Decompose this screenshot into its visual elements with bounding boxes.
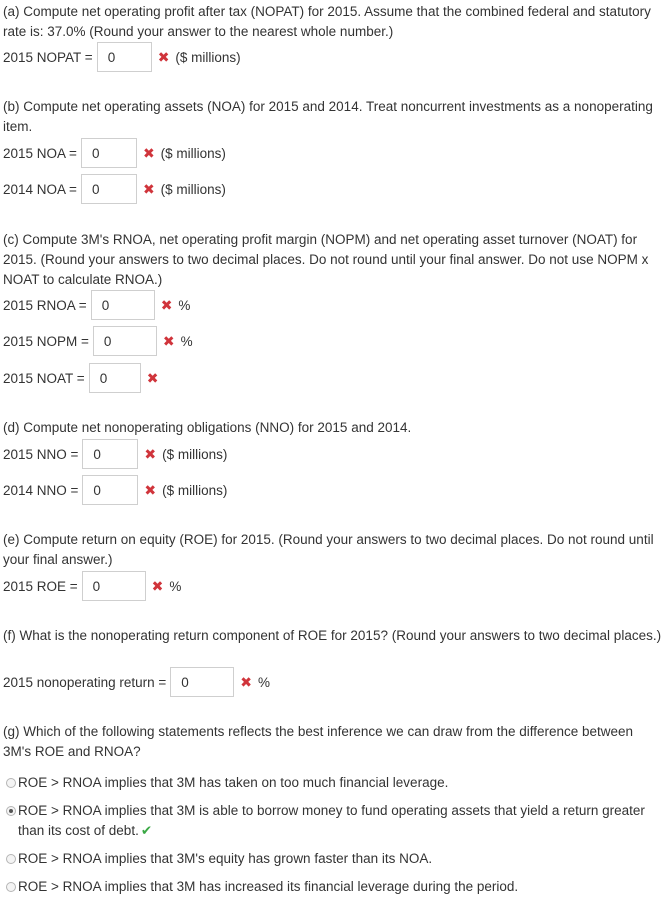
part-b-unit: ($ millions) [160, 145, 226, 161]
part-d-question: (d) Compute net nonoperating obligations (NNO) for 2015 and 2014. [3, 420, 412, 435]
nno-2015-input[interactable] [82, 439, 138, 469]
wrong-icon: ✖ [146, 369, 159, 386]
noa-2015-input[interactable] [81, 138, 137, 168]
part-b-row [3, 137, 226, 169]
rnoa-2015-input[interactable] [91, 290, 155, 320]
part-b-row [3, 173, 226, 205]
wrong-icon: ✖ [162, 332, 175, 349]
part-a-unit: ($ millions) [175, 49, 241, 65]
option-label: ROE > RNOA implies that 3M is able to borrow money to fund operating assets that yield a return greater than its cost of debt. ✔ [18, 803, 645, 838]
option-label: ROE > RNOA implies that 3M has increased its financial leverage during the period. [18, 879, 519, 894]
radio-button-selected[interactable] [6, 806, 16, 816]
noat-2015-input[interactable] [89, 363, 141, 393]
part-b-unit: ($ millions) [160, 181, 226, 197]
wrong-icon: ✖ [160, 296, 173, 313]
check-icon: ✔ [140, 823, 153, 838]
part-b-label: 2014 NOA = [3, 181, 77, 197]
roe-option-2[interactable] [6, 801, 656, 841]
part-c-row [3, 362, 164, 394]
nno-2014-input[interactable] [82, 475, 138, 505]
part-a-label: 2015 NOPAT = [3, 49, 93, 65]
part-e-question: (e) Compute return on equity (ROE) for 2015. (Round your answers to two decimal places. Do not round until your final answer.) [3, 532, 654, 567]
part-d-row [3, 474, 227, 506]
nopm-2015-input[interactable] [93, 326, 157, 356]
wrong-icon: ✖ [240, 673, 252, 690]
part-c-label: 2015 RNOA = [3, 297, 87, 313]
option-label: ROE > RNOA implies that 3M's equity has grown faster than its NOA. [18, 851, 433, 866]
part-f-row [3, 666, 270, 698]
radio-button[interactable] [6, 778, 16, 788]
part-a-question: (a) Compute net operating profit after tax (NOPAT) for 2015. Assume that the combined federal and statutory rate is: 37.0% (Round your answer to the nearest whole number.) [3, 4, 651, 39]
roe-2015-input[interactable] [82, 571, 146, 601]
part-b-label: 2015 NOA = [3, 145, 77, 161]
wrong-icon: ✖ [142, 180, 155, 197]
part-c-label: 2015 NOAT = [3, 370, 85, 386]
option-label: ROE > RNOA implies that 3M has taken on too much financial leverage. [18, 775, 449, 790]
part-c-question: (c) Compute 3M's RNOA, net operating profit margin (NOPM) and net operating asset turnover (NOAT) for 2015. (Round your answers to two decimal places. Do not round until your final answer. Do not use NOPM x NOAT to calculate RNOA.) [3, 232, 649, 287]
part-a-row [3, 41, 241, 73]
radio-button[interactable] [6, 854, 16, 864]
part-f-label: 2015 nonoperating return = [3, 674, 167, 690]
part-d-label: 2014 NNO = [3, 482, 79, 498]
part-f-question: (f) What is the nonoperating return component of ROE for 2015? (Round your answers to two decimal places.) [3, 628, 662, 643]
part-g-question: (g) Which of the following statements reflects the best inference we can draw from the difference between 3M's ROE and RNOA? [3, 724, 634, 759]
wrong-icon: ✖ [144, 481, 157, 498]
part-f-unit: % [258, 674, 271, 690]
roe-option-3[interactable] [6, 849, 656, 869]
part-d-unit: ($ millions) [162, 446, 228, 462]
noa-2014-input[interactable] [81, 174, 137, 204]
part-e-row [3, 570, 181, 602]
radio-button[interactable] [6, 882, 16, 892]
part-c-label: 2015 NOPM = [3, 333, 89, 349]
part-c-unit: % [178, 297, 191, 313]
part-e-unit: % [169, 578, 182, 594]
part-d-row [3, 438, 227, 470]
wrong-icon: ✖ [144, 445, 157, 462]
wrong-icon: ✖ [142, 144, 155, 161]
roe-option-1[interactable] [6, 773, 656, 793]
nopat-2015-input[interactable] [97, 42, 152, 72]
part-c-unit: % [180, 333, 193, 349]
part-c-row [3, 325, 193, 357]
part-d-unit: ($ millions) [162, 482, 228, 498]
roe-option-4[interactable] [6, 877, 656, 897]
part-c-row [3, 289, 190, 321]
part-b-question: (b) Compute net operating assets (NOA) for 2015 and 2014. Treat noncurrent investments as a nonoperating item. [3, 99, 653, 134]
part-d-label: 2015 NNO = [3, 446, 79, 462]
nonoperating-return-input[interactable] [170, 667, 234, 697]
wrong-icon: ✖ [157, 48, 170, 65]
part-e-label: 2015 ROE = [3, 578, 78, 594]
wrong-icon: ✖ [151, 577, 164, 594]
